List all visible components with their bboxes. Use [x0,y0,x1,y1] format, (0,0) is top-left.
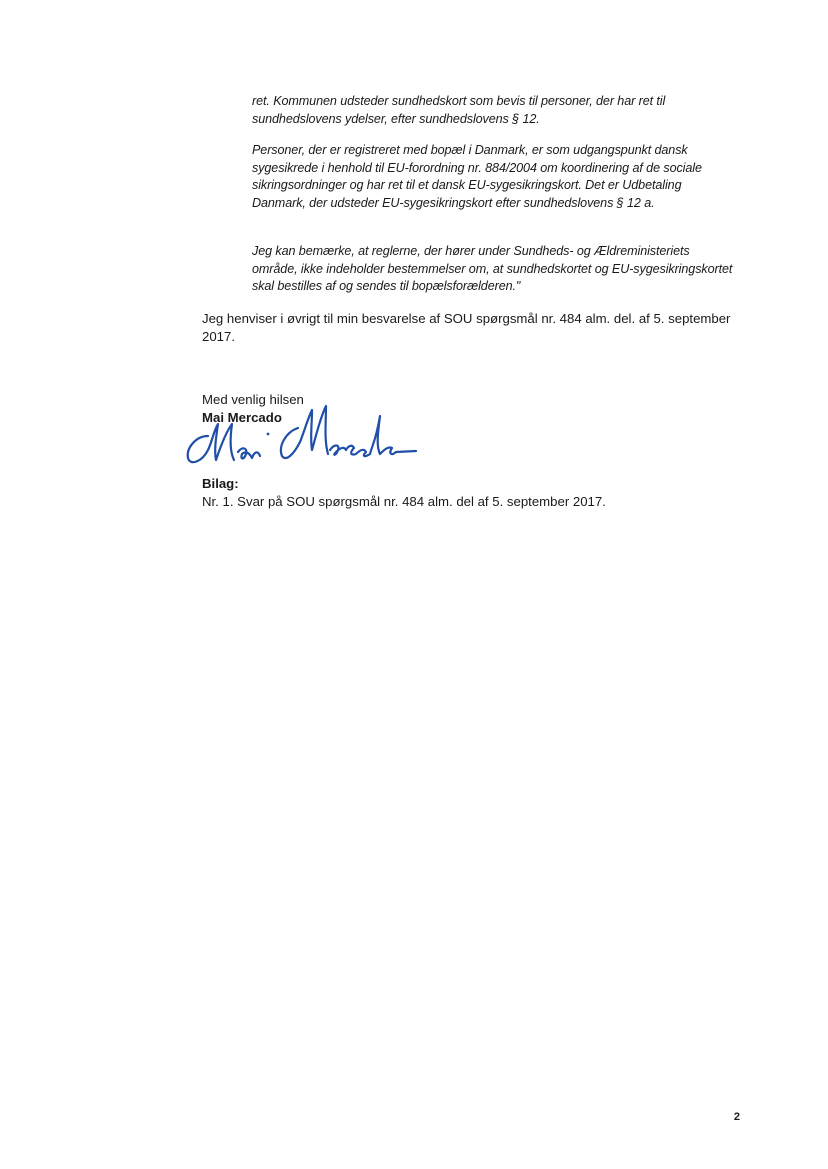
quote-paragraph-3: Jeg kan bemærke, at reglerne, der hører under Sundheds- og Ældreministeriets område, ikke indeholder bestemmelser om, at sundhedskortet og EU-sygesikringskortet skal bestilles af og sendes til bopælsforælderen." [252,244,733,294]
quote-paragraph-1: ret. Kommunen udsteder sundhedskort som bevis til personer, der har ret til sundhedslovens ydelser, efter sundhedslovens § 12. [252,94,666,126]
quote-paragraph-2: Personer, der er registreret med bopæl i Danmark, er som udgangspunkt dansk sygesikrede i henhold til EU-forordning nr. 884/2004 om koordinering af de sociale sikringsordninger og har ret til et dansk EU-sygesikringskort. Det er Udbetaling Danmark, der udsteder EU-sygesikringskort efter sundhedslovens § 12 a. [252,143,702,210]
greeting: Med venlig hilsen [202,392,304,407]
handwritten-signature [180,396,420,472]
signer-name: Mai Mercado [202,410,282,425]
attachments-heading: Bilag: [202,476,239,491]
closing-paragraph: Jeg henviser i øvrigt til min besvarelse af SOU spørgsmål nr. 484 alm. del. af 5. september 2017. [202,311,731,344]
page-number: 2 [733,1111,740,1123]
attachment-item: Nr. 1. Svar på SOU spørgsmål nr. 484 alm. del af 5. september 2017. [202,494,606,509]
